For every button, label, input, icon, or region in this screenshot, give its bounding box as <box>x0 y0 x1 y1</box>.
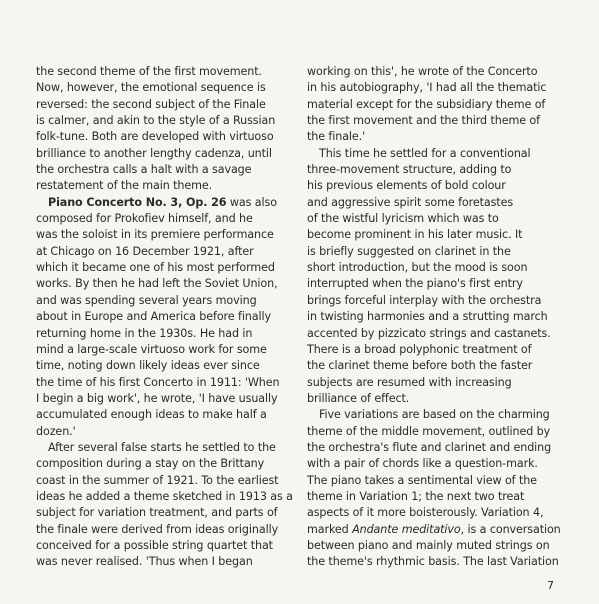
text-line: in his autobiography, 'I had all the thematic <box>307 81 547 95</box>
text-line: subject for variation treatment, and parts of <box>36 506 278 520</box>
text-line: subjects are resumed with increasing <box>307 375 512 389</box>
text-line: between piano and mainly muted strings on <box>307 538 550 552</box>
tempo-marking: Andante meditativo <box>352 522 461 536</box>
text-line: conceived for a possible string quartet that <box>36 538 273 552</box>
concerto-heading: Piano Concerto No. 3, Op. 26 <box>48 195 227 209</box>
text-line: accumulated enough ideas to make half a <box>36 408 267 422</box>
text-line: composed for Prokofiev himself, and he <box>36 212 253 226</box>
text-line: was the soloist in its premiere performance <box>36 228 274 242</box>
text-line: is briefly suggested on clarinet in the <box>307 244 511 258</box>
text-line: brilliance of effect. <box>307 391 410 405</box>
text-line: folk-tune. Both are developed with virtuoso <box>36 130 274 144</box>
text-span: , is a conversation <box>460 522 561 536</box>
text-line: composition during a stay on the Brittany <box>36 457 265 471</box>
text-line: accented by pizzicato strings and castanets. <box>307 326 551 340</box>
text-line: the first movement and the third theme of <box>307 114 540 128</box>
text-line: was never realised. 'Thus when I began <box>36 555 253 569</box>
text-line: the time of his first Concerto in 1911: 'When <box>36 375 280 389</box>
text-line: reversed: the second subject of the Finale <box>36 97 266 111</box>
text-line: about in Europe and America before finally <box>36 310 271 324</box>
text-line: interrupted when the piano's first entry <box>307 277 523 291</box>
text-line: returning home in the 1930s. He had in <box>36 326 253 340</box>
text-line: I begin a big work', he wrote, 'I have usually <box>36 391 278 405</box>
left-column <box>36 64 293 571</box>
text-line: Now, however, the emotional sequence is <box>36 81 266 95</box>
text-line: in twisting harmonies and a strutting march <box>307 310 548 324</box>
text-line: which it became one of his most performed <box>36 261 275 275</box>
text-line: coast in the summer of 1921. To the earliest <box>36 473 279 487</box>
text-line: dozen.' <box>36 424 76 438</box>
text-line: material except for the subsidiary theme of <box>307 97 546 111</box>
text-line: brilliance to another lengthy cadenza, until <box>36 146 272 160</box>
right-column <box>307 64 561 571</box>
text-line: restatement of the main theme. <box>36 179 213 193</box>
text-line: and aggressive spirit some foretastes <box>307 195 514 209</box>
text-line: of the wistful lyricism which was to <box>307 212 499 226</box>
text-line: theme of the middle movement, outlined by <box>307 424 551 438</box>
text-line: become prominent in his later music. It <box>307 228 523 242</box>
text-line: the second theme of the first movement. <box>36 65 262 78</box>
text-line: the finale.' <box>307 130 366 144</box>
text-line: theme in Variation 1; the next two treat <box>307 489 525 503</box>
text-line: at Chicago on 16 December 1921, after <box>36 244 254 258</box>
text-line: three-movement structure, adding to <box>307 163 512 177</box>
text-line: The piano takes a sentimental view of the <box>307 473 537 487</box>
text-span: was also <box>226 195 277 209</box>
text-line: the theme's rhythmic basis. The last Variation <box>307 555 559 569</box>
text-line <box>307 522 561 538</box>
text-span: marked <box>307 522 353 536</box>
text-line: short introduction, but the mood is soon <box>307 261 528 275</box>
text-line: is calmer, and akin to the style of a Russian <box>36 114 276 128</box>
page-number: 7 <box>547 579 554 592</box>
text-line: with a pair of chords like a question-mark. <box>307 457 538 471</box>
text-line: and was spending several years moving <box>36 293 257 307</box>
text-line: brings forceful interplay with the orchestra <box>307 293 542 307</box>
text-line: the orchestra calls a halt with a savage <box>36 163 252 177</box>
text-line: This time he settled for a conventional <box>319 146 531 160</box>
text-line: the orchestra's flute and clarinet and ending <box>307 440 552 454</box>
text-line: the finale were derived from ideas originally <box>36 522 279 536</box>
text-line: working on this', he wrote of the Concerto <box>307 65 538 78</box>
text-line: mind a large-scale virtuoso work for some <box>36 342 267 356</box>
text-line: the clarinet theme before both the faster <box>307 359 533 373</box>
text-line: aspects of it more boisterously. Variation 4, <box>307 506 544 520</box>
text-line: ideas he added a theme sketched in 1913 as a <box>36 489 293 503</box>
text-line: his previous elements of bold colour <box>307 179 506 193</box>
text-line: There is a broad polyphonic treatment of <box>307 342 532 356</box>
text-line <box>36 195 280 211</box>
text-line: After several false starts he settled to the <box>48 440 276 454</box>
text-line: works. By then he had left the Soviet Union, <box>36 277 278 291</box>
text-line: time, noting down likely ideas ever since <box>36 359 260 373</box>
text-line: Five variations are based on the charming <box>319 408 550 422</box>
